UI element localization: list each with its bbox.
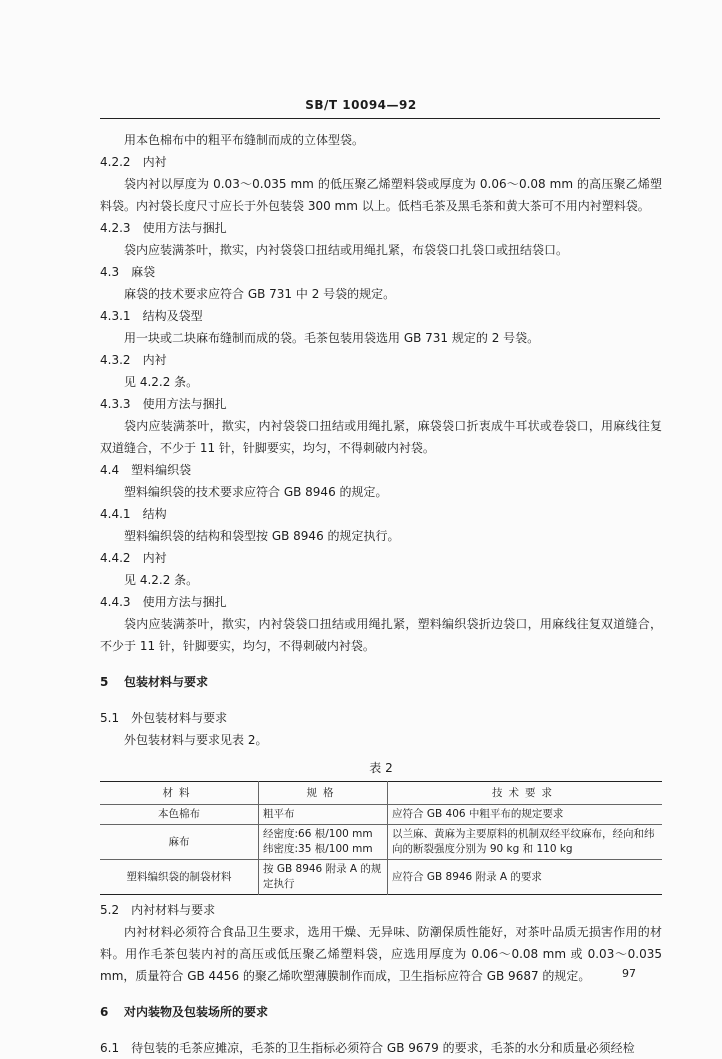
paragraph: 用本色棉布中的粗平布缝制而成的立体型袋。 [124, 133, 365, 147]
section-number: 4.3.3 [100, 397, 131, 411]
section-number: 4.4.2 [100, 551, 131, 565]
section-4-2-2 [100, 151, 662, 173]
spacer [100, 987, 662, 1001]
table-row [100, 860, 662, 895]
table-header-cell: 技术要求 [388, 782, 663, 805]
section-number: 6.1 [100, 1041, 120, 1055]
section-number: 4.3 [100, 265, 120, 279]
section-4-4-1 [100, 503, 662, 525]
section-title: 结构 [142, 507, 167, 521]
section-6 [100, 1001, 662, 1023]
page-number: 97 [622, 967, 636, 980]
paragraph: 用一块或二块麻布缝制而成的袋。毛茶包装用袋选用 GB 731 规定的 2 号袋。 [124, 331, 540, 345]
paragraph: 塑料编织袋的结构和袋型按 GB 8946 的规定执行。 [124, 529, 400, 543]
section-title: 内衬 [142, 353, 167, 367]
section-4-2-3 [100, 217, 662, 239]
paragraph: 外包装材料与要求见表 2。 [124, 733, 268, 747]
section-number: 4.4 [100, 463, 120, 477]
section-number: 4.2.2 [100, 155, 131, 169]
paragraph: 塑料编织袋的技术要求应符合 GB 8946 的规定。 [124, 485, 388, 499]
section-title: 使用方法与捆扎 [142, 221, 227, 235]
paragraph: 袋内应装满茶叶，揿实，内衬袋袋口扭结或用绳扎紧，塑料编织袋折边袋口，用麻线往复双道缝合，不少于 11 针，针脚要实，均匀，不得刺破内衬袋。 [100, 617, 662, 653]
table-cell: 应符合 GB 8946 附录 A 的要求 [388, 860, 663, 895]
paragraph: 袋内应装满茶叶，揿实，内衬袋袋口扭结或用绳扎紧，麻袋袋口折衷成牛耳状或卷袋口，用麻线往复双道缝合，不少于 11 针，针脚要实，均匀，不得刺破内衬袋。 [100, 419, 662, 455]
section-title: 对内装物及包装场所的要求 [124, 1005, 269, 1019]
section-title: 使用方法与捆扎 [142, 595, 227, 609]
paragraph: 袋内衬以厚度为 0.03～0.035 mm 的低压聚乙烯塑料袋或厚度为 0.06～0.08 mm 的高压聚乙烯塑料袋。内衬袋长度尺寸应长于外包装袋 300 mm 以上。低档毛茶及黑毛茶和黄大茶可不用内衬塑料袋。 [100, 177, 662, 213]
section-title: 内衬材料与要求 [131, 903, 216, 917]
spacer [100, 1023, 662, 1037]
header-rule [100, 118, 660, 119]
section-5-2 [100, 899, 662, 921]
section-4-4-3 [100, 591, 662, 613]
section-4-3-2 [100, 349, 662, 371]
table-cell: 本色棉布 [100, 805, 259, 825]
table-cell: 应符合 GB 406 中粗平布的规定要求 [388, 805, 663, 825]
section-number: 4.2.3 [100, 221, 131, 235]
table-header-row [100, 782, 662, 805]
table-header-cell: 规格 [259, 782, 388, 805]
section-title: 内衬 [142, 551, 167, 565]
section-4-3-1 [100, 305, 662, 327]
table-cell: 麻布 [100, 825, 259, 860]
paragraph: 内衬材料必须符合食品卫生要求，选用干燥、无异味、防潮保质性能好，对茶叶品质无损害作用的材料。用作毛茶包装内衬的高压或低压聚乙烯塑料袋，应选用厚度为 0.06～0.08 mm 或 0.03～0.035 mm，质量符合 GB 4456 的聚乙烯吹塑薄膜制作而成，卫生指标应符合 GB 9687 的规定。 [100, 925, 662, 983]
section-number: 6 [100, 1005, 109, 1019]
page-header-code: SB/T 10094—92 [305, 98, 417, 112]
section-number: 5.1 [100, 711, 120, 725]
section-title: 内衬 [142, 155, 167, 169]
paragraph: 待包装的毛茶应摊凉，毛茶的卫生指标必须符合 GB 9679 的要求，毛茶的水分和质量必须经检 [131, 1041, 635, 1055]
section-number: 5 [100, 675, 109, 689]
spec-table [100, 781, 662, 895]
section-4-3 [100, 261, 662, 283]
section-number: 4.4.1 [100, 507, 131, 521]
table-cell: 以兰麻、黄麻为主要原料的机制双经平纹麻布，经向和纬向的断裂强度分别为 90 kg 和 110 kg [388, 825, 663, 860]
section-title: 使用方法与捆扎 [142, 397, 227, 411]
table-header-cell: 材料 [100, 782, 259, 805]
paragraph: 袋内应装满茶叶，揿实，内衬袋袋口扭结或用绳扎紧，布袋袋口扎袋口或扭结袋口。 [124, 243, 569, 257]
spacer [100, 657, 662, 671]
section-number: 4.3.2 [100, 353, 131, 367]
section-number: 5.2 [100, 903, 120, 917]
spacer [100, 693, 662, 707]
table-cell: 粗平布 [259, 805, 388, 825]
paragraph: 麻袋的技术要求应符合 GB 731 中 2 号袋的规定。 [124, 287, 396, 301]
table-cell: 按 GB 8946 附录 A 的规定执行 [259, 860, 388, 895]
section-number: 4.4.3 [100, 595, 131, 609]
section-title: 包装材料与要求 [124, 675, 209, 689]
section-title: 结构及袋型 [142, 309, 203, 323]
section-5 [100, 671, 662, 693]
table-cell: 经密度:66 根/100 mm 纬密度:35 根/100 mm [259, 825, 388, 860]
section-4-4-2 [100, 547, 662, 569]
table-row [100, 805, 662, 825]
section-title: 麻袋 [131, 265, 156, 279]
section-title: 外包装材料与要求 [131, 711, 228, 725]
section-4-4 [100, 459, 662, 481]
section-4-3-3 [100, 393, 662, 415]
section-6-1 [100, 1037, 662, 1059]
document-body [100, 129, 662, 1059]
table-row [100, 825, 662, 860]
table-caption: 表 2 [369, 761, 393, 775]
paragraph: 见 4.2.2 条。 [124, 375, 199, 389]
section-number: 4.3.1 [100, 309, 131, 323]
section-title: 塑料编织袋 [131, 463, 192, 477]
section-5-1 [100, 707, 662, 729]
table-cell: 塑料编织袋的制袋材料 [100, 860, 259, 895]
paragraph: 见 4.2.2 条。 [124, 573, 199, 587]
